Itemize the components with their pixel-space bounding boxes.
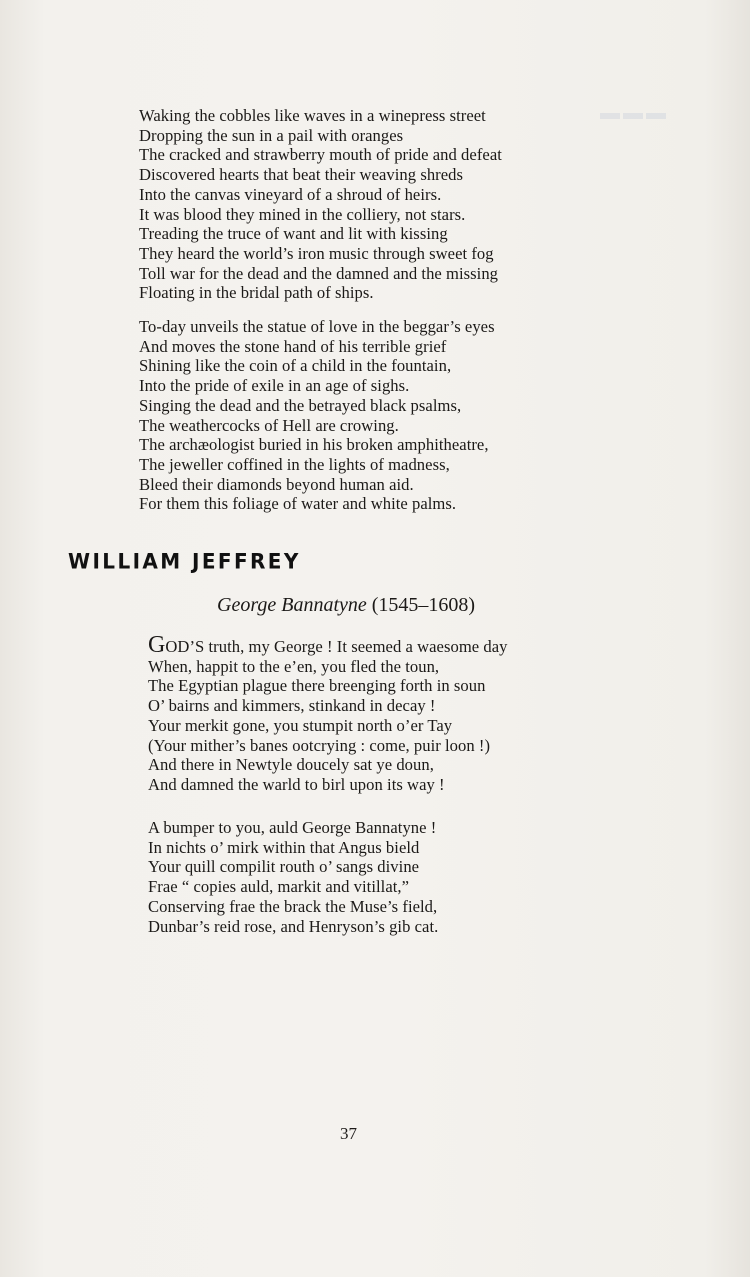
poem-line: Into the pride of exile in an age of sighs. xyxy=(139,376,410,396)
poem-line: In nichts o’ mirk within that Angus bield xyxy=(148,837,420,857)
poem-title-dates: (1545–1608) xyxy=(366,594,476,616)
poem-line: O’ bairns and kimmers, stinkand in decay ! xyxy=(148,696,436,716)
poem-line: And damned the warld to birl upon its way ! xyxy=(148,774,445,794)
stanza-3 xyxy=(148,632,508,795)
poem-line: Dropping the sun in a pail with oranges xyxy=(139,125,404,145)
author-heading: WILLIAM JEFFREY xyxy=(68,548,301,574)
show-through-texture: ▬▬▬ xyxy=(600,102,669,124)
page-number: 37 xyxy=(340,1124,357,1143)
drop-cap: G xyxy=(148,632,166,658)
first-line-rest: truth, my George ! It seemed a waesome day xyxy=(204,637,508,656)
poem-line: Treading the truce of want and lit with kissing xyxy=(139,224,448,244)
poem-title xyxy=(217,593,475,617)
poem-line: The Egyptian plague there breenging forth in soun xyxy=(148,676,486,696)
poem-line: (Your mither’s banes ootcrying : come, puir loon !) xyxy=(148,735,491,755)
poem-line: The weathercocks of Hell are crowing. xyxy=(139,415,399,435)
poem-line: Your merkit gone, you stumpit north o’er Tay xyxy=(148,715,453,735)
poem-line: They heard the world’s iron music through sweet fog xyxy=(139,243,494,263)
stanza-1 xyxy=(139,106,502,303)
poem-line: For them this foliage of water and white palms. xyxy=(139,494,457,514)
poem-line: And moves the stone hand of his terrible grief xyxy=(139,336,447,356)
poem-line: The jeweller coffined in the lights of madness, xyxy=(139,454,450,474)
poem-line: Frae “ copies auld, markit and vitillat,” xyxy=(148,877,410,897)
poem-first-line xyxy=(148,632,508,658)
poem-line: Floating in the bridal path of ships. xyxy=(139,283,374,303)
poem-line: Bleed their diamonds beyond human aid. xyxy=(139,474,414,494)
poem-line: When, happit to the e’en, you fled the toun, xyxy=(148,656,440,676)
poem-line: Discovered hearts that beat their weaving shreds xyxy=(139,165,464,185)
small-caps-word: OD’S xyxy=(165,637,205,656)
poem-line: Into the canvas vineyard of a shroud of heirs. xyxy=(139,184,442,204)
poem-line: The archæologist buried in his broken amphitheatre, xyxy=(139,435,489,455)
poem-line: Shining like the coin of a child in the fountain, xyxy=(139,356,452,376)
poem-line: Toll war for the dead and the damned and the missing xyxy=(139,263,499,283)
poem-title-name: George Bannatyne xyxy=(217,594,367,616)
poem-line: Waking the cobbles like waves in a winepress street xyxy=(139,106,486,125)
poem-line: Your quill compilit routh o’ sangs divine xyxy=(148,857,420,877)
poem-line: And there in Newtyle doucely sat ye doun, xyxy=(148,755,434,775)
poem-line: Dunbar’s reid rose, and Henryson’s gib cat. xyxy=(148,916,439,936)
stanza-2 xyxy=(139,317,495,514)
poem-line: A bumper to you, auld George Bannatyne ! xyxy=(148,818,437,837)
stanza-4 xyxy=(148,818,438,936)
poem-line: Conserving frae the brack the Muse’s field, xyxy=(148,896,438,916)
poem-line: To-day unveils the statue of love in the beggar’s eyes xyxy=(139,317,495,336)
poem-line: It was blood they mined in the colliery, not stars. xyxy=(139,204,466,224)
poem-line: Singing the dead and the betrayed black psalms, xyxy=(139,395,462,415)
poem-line: The cracked and strawberry mouth of pride and defeat xyxy=(139,145,502,165)
